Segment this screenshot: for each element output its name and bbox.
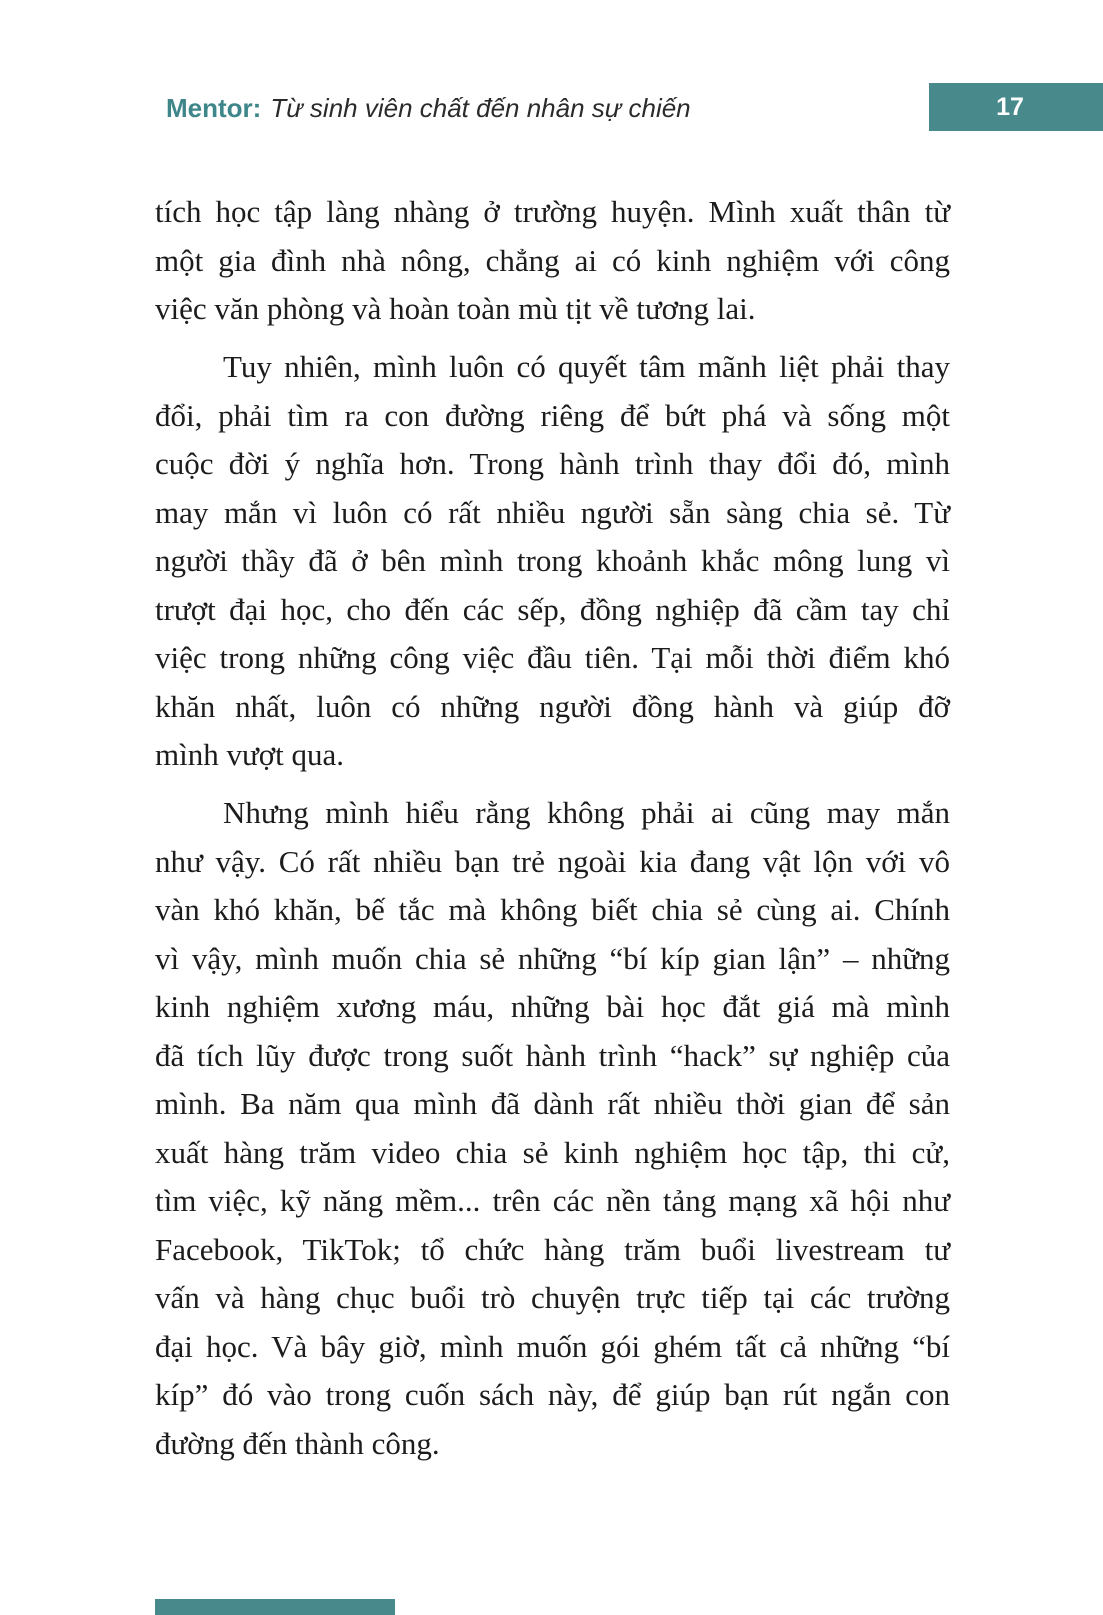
running-header-title: Từ sinh viên chất đến nhân sự chiến bbox=[270, 93, 691, 123]
text-line: vì vậy, mình muốn chia sẻ những “bí kíp gian lận” – những bbox=[155, 940, 950, 976]
text-line: đã tích lũy được trong suốt hành trình “hack” sự nghiệp của bbox=[155, 1037, 950, 1073]
running-header-label: Mentor: bbox=[166, 93, 262, 123]
text-line: vấn và hàng chục buổi trò chuyện trực tiếp tại các trường bbox=[155, 1280, 950, 1315]
text-line: tích học tập làng nhàng ở trường huyện. Mình xuất thân từ bbox=[155, 194, 950, 229]
text-line: trượt đại học, cho đến các sếp, đồng nghiệp đã cầm tay chỉ bbox=[155, 591, 950, 627]
text-line: xuất hàng trăm video chia sẻ kinh nghiệm học tập, thi cử, bbox=[155, 1134, 950, 1170]
text-line: một gia đình nhà nông, chẳng ai có kinh nghiệm với công bbox=[155, 242, 950, 278]
text-line: khăn nhất, luôn có những người đồng hành và giúp đỡ bbox=[155, 688, 950, 724]
text-line: kinh nghiệm xương máu, những bài học đắt giá mà mình bbox=[155, 989, 950, 1024]
text-line: Facebook, TikTok; tổ chức hàng trăm buổi livestream tư bbox=[155, 1231, 950, 1267]
text-line: đường đến thành công. bbox=[155, 1425, 440, 1461]
text-line: người thầy đã ở bên mình trong khoảnh khắc mông lung vì bbox=[155, 543, 950, 578]
text-line: mình vượt qua. bbox=[155, 737, 345, 772]
paragraph bbox=[155, 789, 950, 1468]
text-line: tìm việc, kỹ năng mềm... trên các nền tảng mạng xã hội như bbox=[155, 1183, 950, 1218]
text-line: may mắn vì luôn có rất nhiều người sẵn sàng chia sẻ. Từ bbox=[155, 494, 950, 530]
body-text bbox=[155, 188, 950, 1468]
text-line: cuộc đời ý nghĩa hơn. Trong hành trình thay đổi đó, mình bbox=[155, 446, 950, 481]
text-line: đại học. Và bây giờ, mình muốn gói ghém tất cả những “bí bbox=[155, 1328, 950, 1364]
text-line: Tuy nhiên, mình luôn có quyết tâm mãnh liệt phải thay bbox=[223, 349, 950, 384]
text-line: việc văn phòng và hoàn toàn mù tịt về tương lai. bbox=[155, 291, 756, 326]
text-line: vàn khó khăn, bế tắc mà không biết chia sẻ cùng ai. Chính bbox=[155, 892, 950, 927]
page-number: 17 bbox=[996, 92, 1024, 121]
text-line: đổi, phải tìm ra con đường riêng để bứt phá và sống một bbox=[155, 397, 950, 433]
paragraph bbox=[155, 188, 950, 334]
running-header bbox=[166, 93, 691, 123]
paragraph bbox=[155, 343, 950, 780]
footer-accent-bar bbox=[155, 1599, 395, 1615]
text-line: mình. Ba năm qua mình đã dành rất nhiều thời gian để sản bbox=[155, 1086, 950, 1121]
text-line: như vậy. Có rất nhiều bạn trẻ ngoài kia đang vật lộn với vô bbox=[155, 843, 950, 879]
text-line: kíp” đó vào trong cuốn sách này, để giúp bạn rút ngắn con bbox=[155, 1377, 950, 1412]
text-line: việc trong những công việc đầu tiên. Tại mỗi thời điểm khó bbox=[155, 640, 950, 675]
text-line: Nhưng mình hiểu rằng không phải ai cũng may mắn bbox=[223, 795, 950, 830]
page-number-box bbox=[929, 83, 1103, 131]
